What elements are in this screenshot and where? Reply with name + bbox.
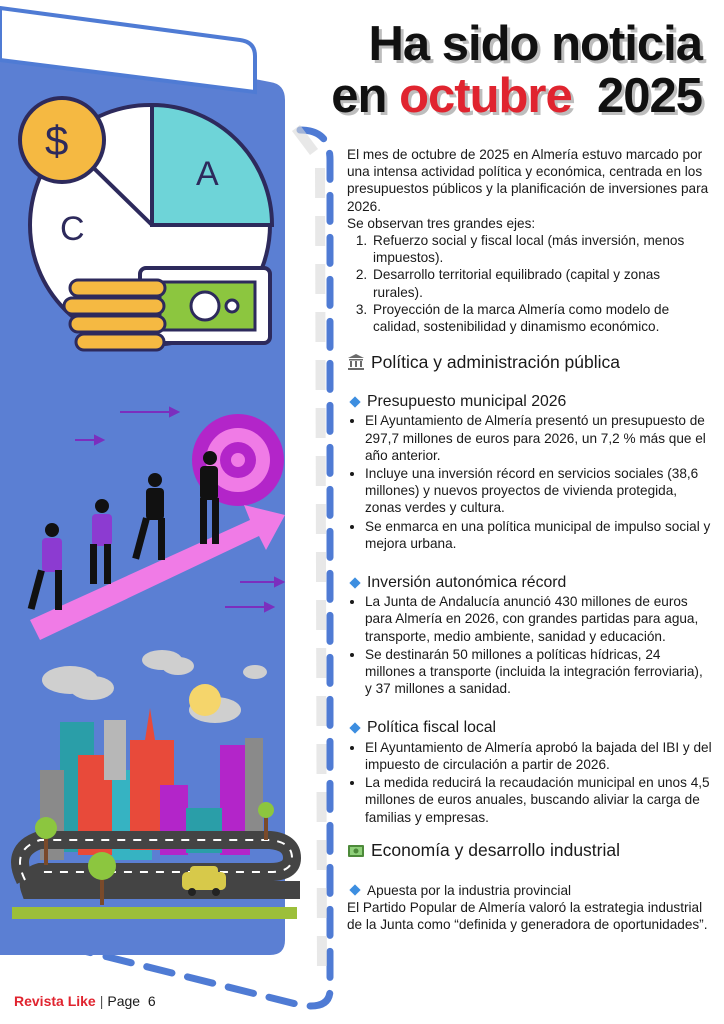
- article-body: [347, 146, 713, 933]
- title-month: octubre: [399, 69, 572, 123]
- list-item: • La Junta de Andalucía anunció 430 millones de euros para Almería en 2026, con grandes partidas para agua, transporte, medio ambiente, sanidad y educación.: [365, 593, 713, 645]
- road: [20, 840, 300, 890]
- axes-item: 2. Desarrollo territorial equilibrado (capital y zonas rurales).: [371, 266, 713, 300]
- list-item: • Se destinarán 50 millones a políticas hídricas, 24 millones a transporte (incluida la integración ferroviaria), y 37 millones a sanidad.: [365, 646, 713, 698]
- intro-paragraph: El mes de octubre de 2025 en Almería estuvo marcado por una intensa actividad política y económica, centrada en los presupuestos públicos y la planificación de inversiones para 2026.: [347, 147, 709, 214]
- diamond-bullet-icon: [349, 885, 360, 896]
- bullet-list: [347, 412, 713, 552]
- subsection-title: Inversión autonómica récord: [367, 574, 567, 592]
- section-heading-economy: [347, 842, 713, 860]
- axes-item: 3. Proyección de la marca Almería como modelo de calidad, sostenibilidad y dinamismo económico.: [371, 301, 713, 335]
- diamond-bullet-icon: [349, 722, 360, 733]
- title-prefix: en: [331, 69, 387, 123]
- decorative-illustration: [0, 0, 340, 1024]
- title-year: 2025: [596, 69, 702, 123]
- economy-paragraph: El Partido Popular de Almería valoró la estrategia industrial de la Junta como “definida y generadora de oportunidades”.: [347, 899, 708, 933]
- subsection-title: Presupuesto municipal 2026: [367, 393, 567, 411]
- subsection-heading: [347, 719, 713, 736]
- title-line-1: Ha sido noticia: [368, 17, 702, 71]
- subsection-heading: [347, 393, 713, 410]
- list-item: • Se enmarca en una política municipal de impulso social y mejora urbana.: [365, 518, 713, 552]
- subsection-heading: [347, 882, 713, 899]
- subsection-title: Política fiscal local: [367, 719, 497, 737]
- section-title: Política y administración pública: [371, 351, 621, 372]
- bullet-list: [347, 739, 713, 826]
- diamond-bullet-icon: [349, 577, 360, 588]
- list-item: • El Ayuntamiento de Almería aprobó la bajada del IBI y del impuesto de circulación a partir de 2026.: [365, 739, 713, 773]
- title-line-2: [331, 70, 702, 122]
- axes-lead: Se observan tres grandes ejes:: [347, 215, 536, 231]
- page-number: Page 6: [107, 993, 156, 1009]
- sun: [189, 684, 221, 716]
- footer-separator: |: [99, 993, 104, 1009]
- ground: [12, 907, 297, 919]
- bullet-list: [347, 593, 713, 697]
- list-item: • La medida reducirá la recaudación municipal en unos 4,5 millones de euros anuales, buscando aliviar la carga de familias y empresas.: [365, 774, 713, 826]
- svg-text:C: C: [60, 210, 85, 248]
- list-item: • Incluye una inversión récord en servicios sociales (38,6 millones) y nuevos proyectos de vivienda protegida, zonas verdes y cultura.: [365, 465, 713, 517]
- government-building-icon: [347, 353, 365, 371]
- svg-text:$: $: [45, 117, 69, 164]
- section-title: Economía y desarrollo industrial: [371, 840, 621, 861]
- diamond-bullet-icon: [349, 396, 360, 407]
- list-item: • El Ayuntamiento de Almería presentó un presupuesto de 297,7 millones de euros para 2026, un 7,2 % más que el año anterior.: [365, 412, 713, 464]
- magazine-brand: Revista Like: [14, 993, 96, 1009]
- section-heading-politics: [347, 353, 713, 371]
- svg-text:A: A: [196, 155, 219, 193]
- subsection-title: Apuesta por la industria provincial: [367, 882, 572, 898]
- axes-item: 1. Refuerzo social y fiscal local (más inversión, menos impuestos).: [371, 232, 713, 266]
- money-bill-icon: [347, 842, 365, 860]
- page-title: [331, 18, 702, 122]
- axes-list: [347, 232, 713, 335]
- subsection-heading: [347, 574, 713, 591]
- page-footer: [14, 993, 156, 1009]
